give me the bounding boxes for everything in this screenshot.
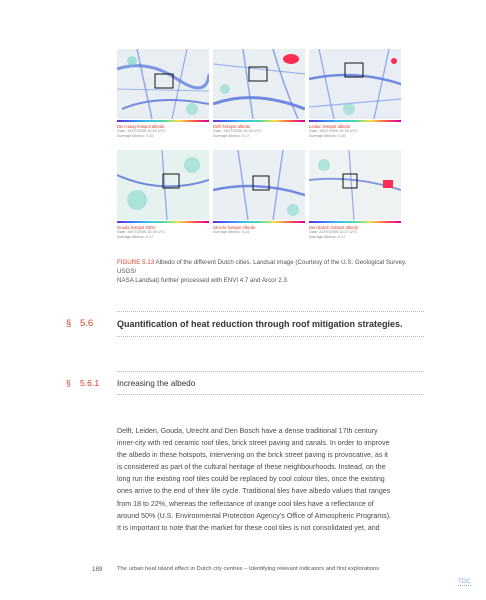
- body-line: inner-city with red ceramic roof tiles, brick street paving and canals. In order to improve: [117, 439, 390, 448]
- panel-title: Den Haag hotspot albedo: [117, 124, 165, 129]
- panel-date: Date: 19/07/2006 10:39 UTC: [213, 129, 262, 133]
- panel-title: Gouda hotspot NDVI: [117, 225, 156, 230]
- albedo-map-image: [117, 49, 209, 119]
- map-panel-den-haag: [117, 49, 209, 138]
- panel-date: Date: 19/07/2006 10:39 UTC: [117, 230, 166, 234]
- panel-date: Date: 19/07/2006 10:40 UTC: [117, 129, 166, 133]
- subsection-rule-top: [117, 371, 424, 372]
- map-panel-gouda: [117, 150, 209, 239]
- albedo-map-image: [213, 150, 305, 220]
- section-symbol: §: [66, 318, 72, 329]
- body-line: is considered as part of the cultural heritage of these neighbourhoods. Instead, on the: [117, 463, 386, 472]
- panel-date: Date: 21/07/2006 10:27 UTC: [309, 230, 358, 234]
- map-panel-leiden: [309, 49, 401, 138]
- panel-title: Leiden hotspot albedo: [309, 124, 351, 129]
- albedo-map-image: [309, 49, 401, 119]
- map-grid: [117, 49, 400, 253]
- panel-average: Average Albedo: 0.17: [213, 133, 250, 138]
- page-number: 189: [92, 566, 103, 573]
- section-number: 5.6: [80, 318, 94, 329]
- albedo-color-ramp: [309, 221, 401, 223]
- body-line: from 18 to 22%, whereas the reflectance of orange cool tiles have a reflectance of: [117, 499, 374, 508]
- panel-average: Average Albedo: 0.25: [117, 133, 154, 138]
- body-line: It is important to note that the market for these cool tiles is not consolidated yet, and: [117, 523, 380, 532]
- subsection-rule-bottom: [117, 394, 424, 395]
- body-line: ones arrive to the end of their life cycle. Traditional tiles have albedo values that ranges: [117, 487, 391, 496]
- figure-label: FIGURE 5.13: [117, 259, 155, 266]
- albedo-color-ramp: [309, 120, 401, 122]
- body-line: the albedo in these hotspots, intervening on the brick street paving is provocative, as it: [117, 451, 388, 460]
- section-rule-top: [117, 311, 424, 312]
- albedo-color-ramp: [213, 221, 305, 223]
- figure-caption-line2: NASA Landsat) further processed with ENVI 4.7 and Arcor 2.3: [117, 277, 287, 284]
- body-line: long run the existing roof tiles could be replaced by cool colour tiles, once the existing: [117, 475, 385, 484]
- panel-title: Delft hotspot albedo: [213, 124, 251, 129]
- figure-albedo-maps: [117, 49, 400, 253]
- section-rule-bottom: [117, 336, 424, 337]
- albedo-color-ramp: [117, 221, 209, 223]
- map-panel-delft: [213, 49, 305, 138]
- subsection-number: 5.6.1: [80, 378, 100, 388]
- albedo-map-image: [213, 49, 305, 119]
- albedo-map-image: [309, 150, 401, 220]
- panel-average: Average Albedo: 0.14: [213, 230, 250, 234]
- albedo-color-ramp: [117, 120, 209, 122]
- figure-caption: [117, 258, 417, 285]
- panel-title: Den Bosch hotspot albedo: [309, 225, 359, 230]
- subsection-title: Increasing the albedo: [117, 379, 196, 388]
- panel-average: Average Albedo: 0.17: [309, 234, 346, 239]
- body-line: around 50% (U.S. Environmental Protection Agency's Office of Atmospheric Programs).: [117, 511, 392, 520]
- figure-caption-line1: Albedo of the different Dutch cities. Landsat image (Courtesy of the U.S. Geological Survey. USGS/: [117, 259, 407, 275]
- subsection-symbol: §: [66, 378, 71, 388]
- panel-average: Average Albedo: 0.15: [309, 133, 346, 138]
- section-title: Quantification of heat reduction through roof mitigation strategies.: [117, 319, 403, 329]
- panel-date: Date: 19/07/2006 10:39 UTC: [309, 129, 358, 133]
- map-panel-utrecht: [213, 150, 305, 235]
- running-footer: The urban heat island effect in Dutch city centres – Identifying relevant indicators and first explorations: [117, 566, 380, 572]
- panel-average: Average Albedo: 0.17: [117, 234, 154, 239]
- albedo-map-image: [117, 150, 209, 220]
- body-line: Delft, Leiden, Gouda, Utrecht and Den Bosch have a dense traditional 17th century: [117, 427, 378, 435]
- panel-title: Utrecht hotspot Albedo: [213, 225, 256, 230]
- body-paragraph: [117, 425, 437, 534]
- toc-link[interactable]: TOC: [458, 579, 471, 585]
- map-panel-den-bosch: [309, 150, 401, 239]
- albedo-color-ramp: [213, 120, 305, 122]
